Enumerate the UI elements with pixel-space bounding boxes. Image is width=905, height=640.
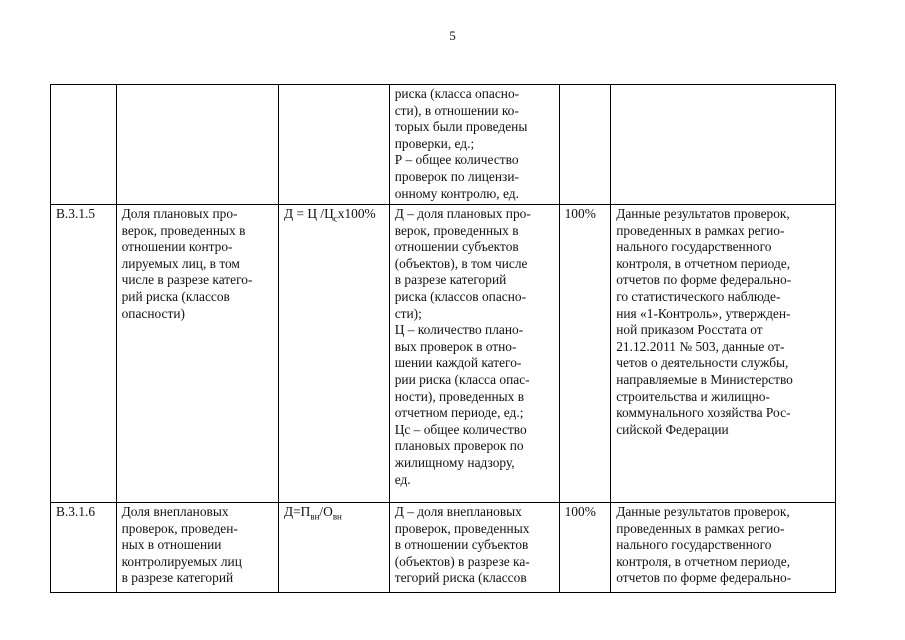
cell-source: Данные результатов проверок, проведенных в рамках регио- нального государственного контроля, в отчетном периоде, отчетов по форме федерально- го статистического наблюде- ния «1-Контроль», утвержден- ной приказом Росстата от 21.12.2011 № 503, данные от- четов о деятельности службы, направляемые в Министерство строительства и жилищно- коммунального хозяйства Рос- сийской Федерации	[611, 205, 836, 503]
cell-name: Доля внеплановых проверок, проведен- ных в отношении контролируемых лиц в разрезе категорий	[116, 503, 278, 593]
formula-tail: /О	[319, 504, 333, 519]
cell-code: В.3.1.6	[51, 503, 117, 593]
cell-name	[116, 85, 278, 205]
cell-code	[51, 85, 117, 205]
table-row	[51, 85, 836, 205]
cell-formula	[278, 85, 389, 205]
formula-text: Д = Ц /Ц	[283, 206, 334, 221]
page-number: 5	[449, 28, 456, 43]
cell-source: Данные результатов проверок, проведенных в рамках регио- нального государственного контроля, в отчетном периоде, отчетов по форме федерально-	[611, 503, 836, 593]
cell-target: 100%	[559, 205, 611, 503]
cell-description: Д – доля внеплановых проверок, проведенных в отношении субъектов (объектов) в разрезе ка- тегорий риска (классов	[389, 503, 559, 593]
formula-subscript-2: вн	[332, 511, 342, 522]
cell-description: риска (класса опасно- сти), в отношении ко- торых были проведены проверки, ед.; Р – общее количество проверок по лицензи- онному контролю, ед.	[389, 85, 559, 205]
formula-text: Д=П	[283, 504, 311, 519]
formula-subscript: вн	[310, 511, 320, 522]
cell-formula	[278, 205, 389, 503]
table-row	[51, 205, 836, 503]
formula-subscript: с	[333, 213, 338, 224]
cell-target	[559, 85, 611, 205]
formula-tail: х100%	[337, 206, 376, 221]
cell-name: Доля плановых про- верок, проведенных в отношении контро- лируемых лиц, в том числе в разрезе катего- рий риска (классов опасности)	[116, 205, 278, 503]
cell-formula	[278, 503, 389, 593]
cell-code: В.3.1.5	[51, 205, 117, 503]
cell-description: Д – доля плановых про- верок, проведенных в отношении субъектов (объектов), в том числе в разрезе категорий риска (классов опасно- сти); Ц – количество плано- вых проверок в отно- шении каждой катего- рии риска (класса опас- ности), проведенных в отчетном периоде, ед.; Цс – общее количество плановых проверок по жилищному надзору, ед.	[389, 205, 559, 503]
cell-source	[611, 85, 836, 205]
indicators-table	[50, 84, 836, 593]
table-row	[51, 503, 836, 593]
cell-target: 100%	[559, 503, 611, 593]
